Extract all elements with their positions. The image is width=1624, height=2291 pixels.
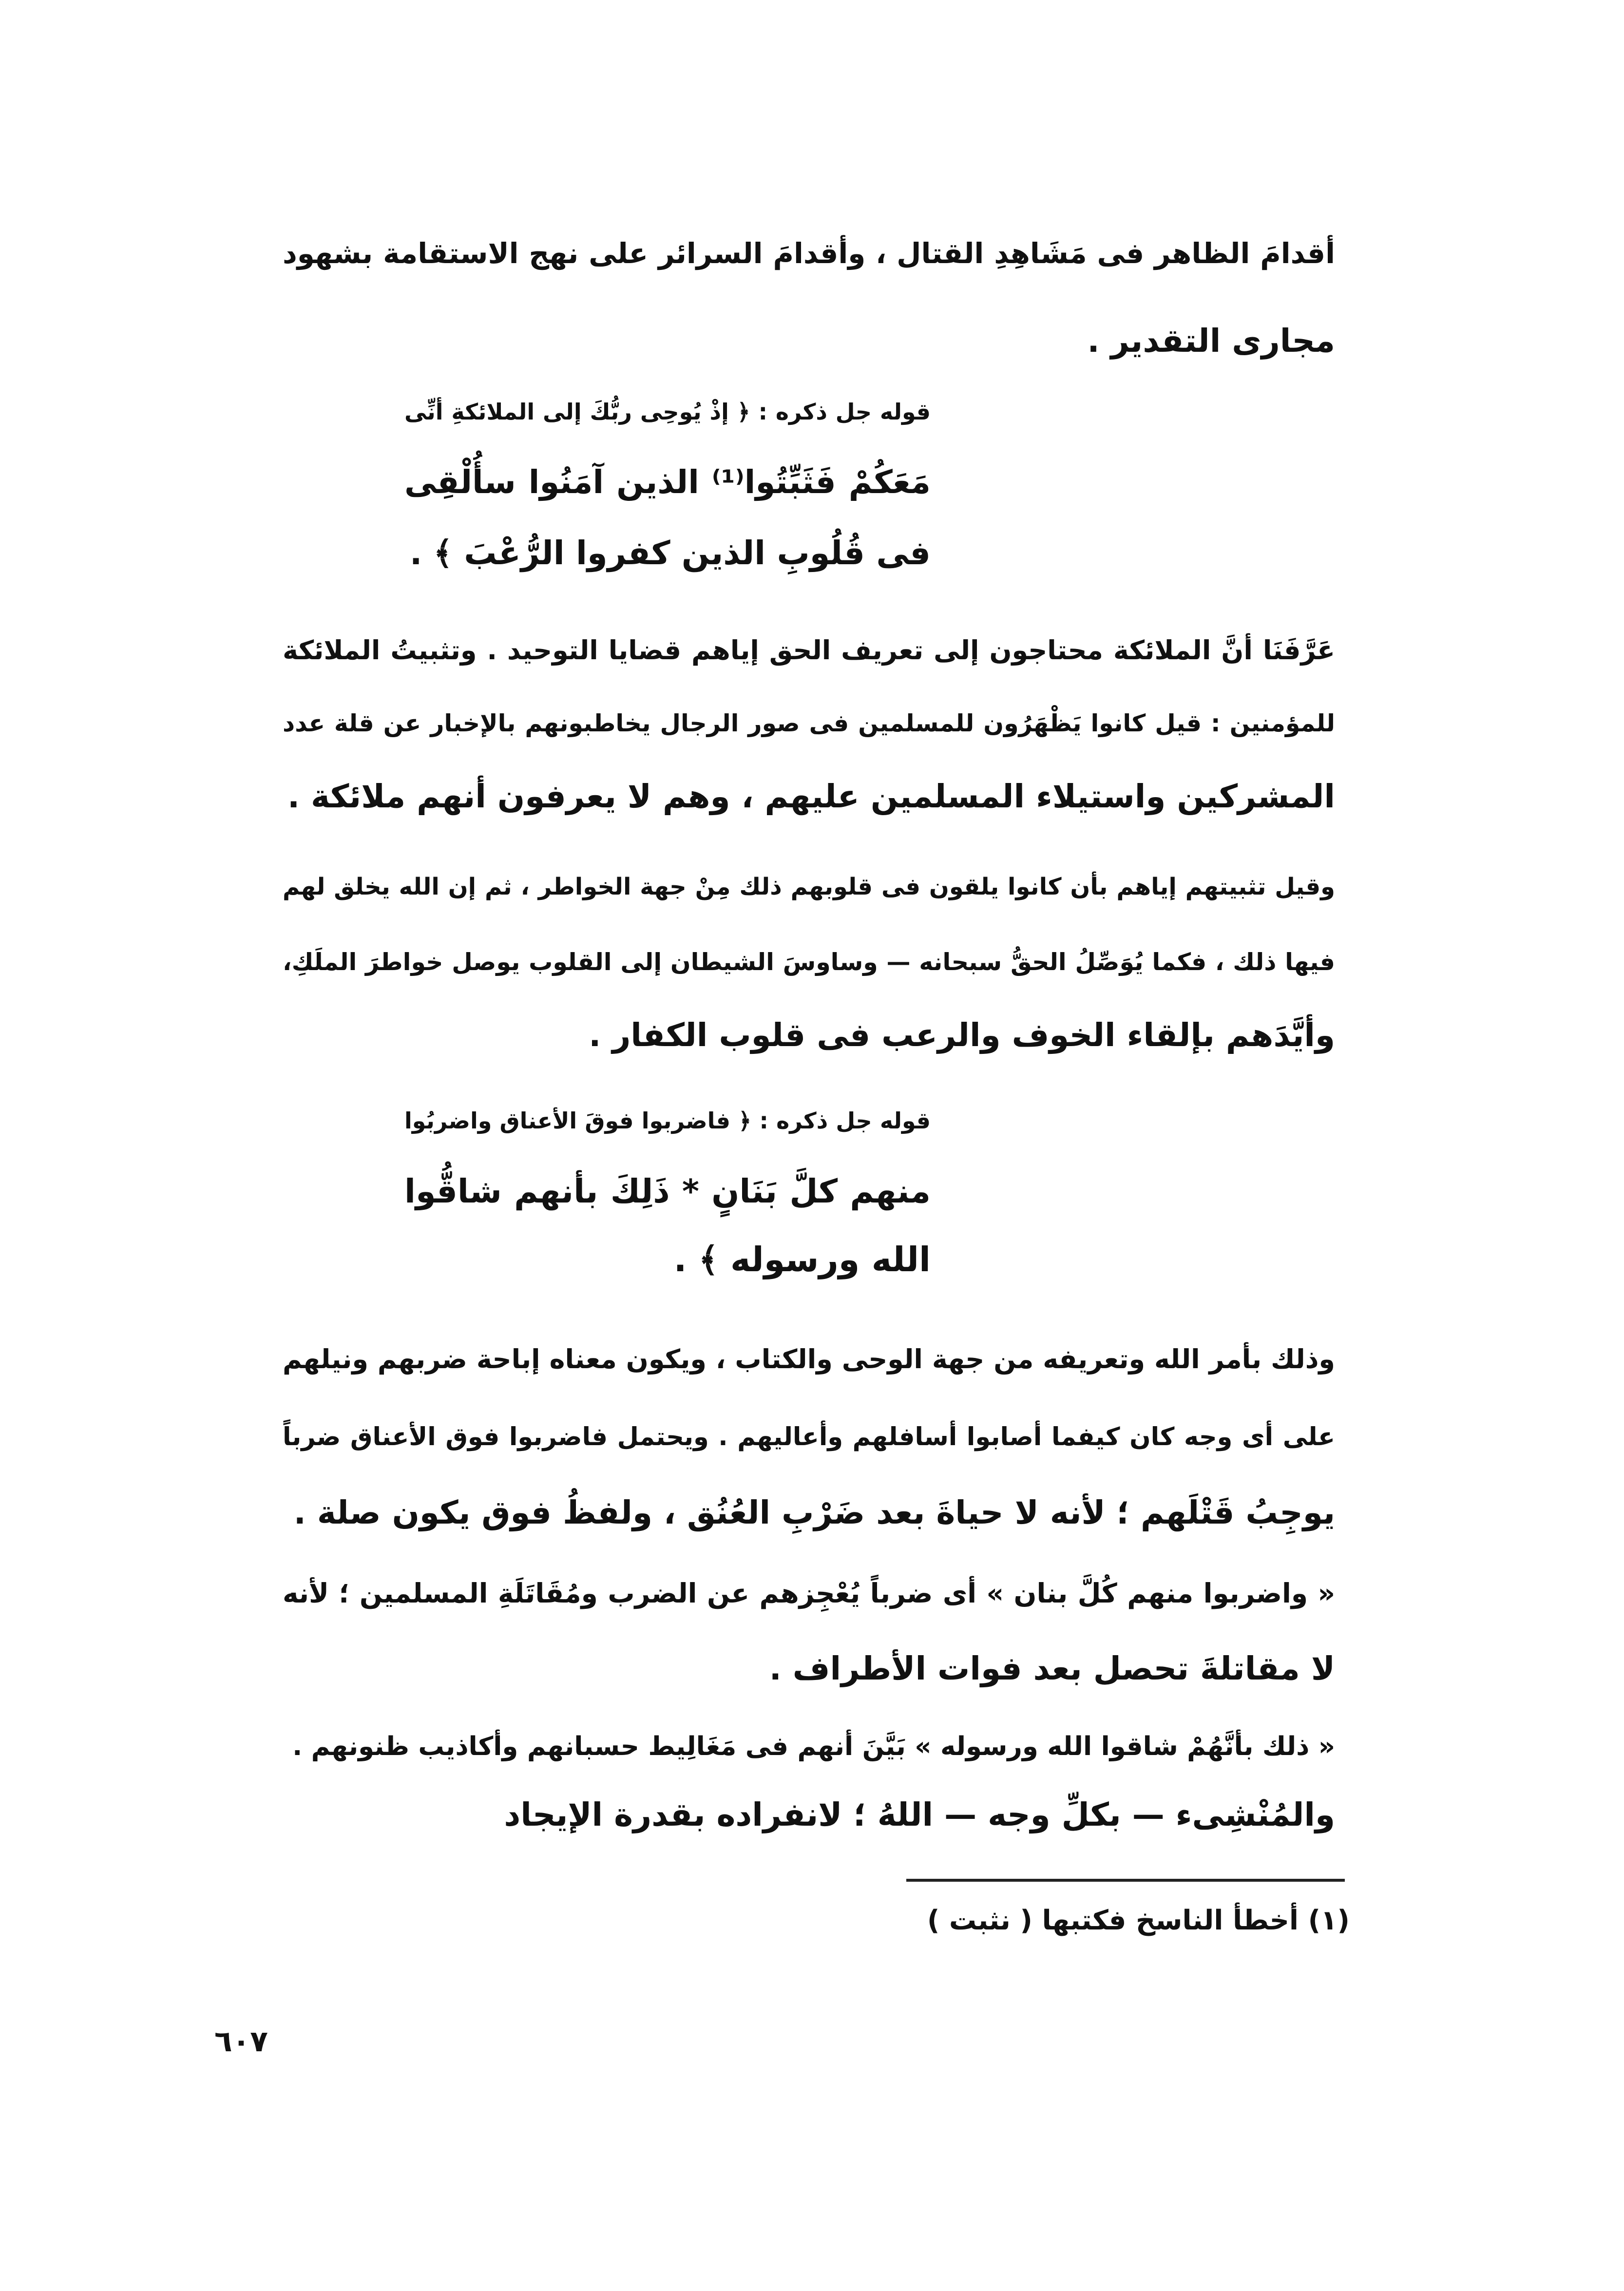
paragraph-3-line-1: وقيل تثبيتهم إياهم بأن كانوا يلقون فى قلوبهم ذلك مِنْ جهة الخواطر ، ثم إن الله يخلق لهم (283, 873, 1335, 900)
footnote: (١) أخطأ الناسخ فكتبها ( نثبت ) (927, 1905, 1350, 1936)
paragraph-6-line-1: « ذلك بأنَّهُمْ شاقوا الله ورسوله » بَيَّنَ أنهم فى مَغَالِيط حسبانهم وأكاذيب ظنونهم . (292, 1732, 1335, 1761)
verse-1-line-2: مَعَكُمْ فَثَبِّتُوا⁽¹⁾ الذين آمَنُوا سأُلْقِى (404, 463, 931, 501)
verse-1-line-1: قوله جل ذكره : ﴿ إذْ يُوحِى ربُّكَ إلى الملائكةِ أنِّى (404, 399, 931, 425)
paragraph-3-line-3: وأيَّدَهم بإلقاء الخوف والرعب فى قلوب الكفار . (589, 1016, 1335, 1054)
verse-1-line-3: فى قُلُوبِ الذين كفروا الرُّعْبَ ﴾ . (409, 534, 931, 572)
verse-2-line-3: الله ورسوله ﴾ . (673, 1240, 931, 1279)
paragraph-2-line-3: المشركين واستيلاء المسلمين عليهم ، وهم لا يعرفون أنهم ملائكة . (287, 778, 1335, 815)
footnote-divider (906, 1879, 1345, 1882)
paragraph-4-line-2: على أى وجه كان كيفما أصابوا أسافلهم وأعاليهم . ويحتمل فاضربوا فوق الأعناق ضرباً (283, 1423, 1335, 1451)
paragraph-1-line-2: مجارى التقدير . (1087, 322, 1335, 360)
paragraph-4-line-3: يوجِبُ قَتْلَهم ؛ لأنه لا حياةَ بعد ضَرْبِ العُنُق ، ولفظُ فوق يكون صلة . (293, 1494, 1335, 1531)
paragraph-5-line-1: « واضربوا منهم كُلَّ بنان » أى ضرباً يُعْجِزهم عن الضرب ومُقَاتَلَةِ المسلمين ؛ لأنه (283, 1578, 1335, 1609)
verse-2-line-1: قوله جل ذكره : ﴿ فاضربوا فوقَ الأعناق واضربُوا (404, 1107, 931, 1134)
paragraph-4-line-1: وذلك بأمر الله وتعريفه من جهة الوحى والكتاب ، ويكون معناه إباحة ضربهم ونيلهم (283, 1344, 1335, 1375)
paragraph-2-line-1: عَرَّفَنَا أنَّ الملائكة محتاجون إلى تعريف الحق إياهم قضايا التوحيد . وتثبيتُ الملائكة (283, 635, 1335, 666)
paragraph-2-line-2: للمؤمنين : قيل كانوا يَظْهَرُون للمسلمين فى صور الرجال يخاطبونهم بالإخبار عن قلة عدد (283, 709, 1335, 737)
paragraph-1-line-1: أقدامَ الظاهر فى مَشَاهِدِ القتال ، وأقدامَ السرائر على نهج الاستقامة بشهود (283, 237, 1335, 270)
verse-2-line-2: منهم كلَّ بَنَانٍ * ذَلِكَ بأنهم شاقُّوا (404, 1172, 931, 1210)
page-number: ٦٠٧ (214, 2024, 268, 2059)
paragraph-6-line-2: والمُنْشِىء — بكلِّ وجه — اللهُ ؛ لانفراده بقدرة الإيجاد (504, 1796, 1335, 1833)
paragraph-3-line-2: فيها ذلك ، فكما يُوَصِّلُ الحقُّ سبحانه — وساوسَ الشيطان إلى القلوب يوصل خواطرَ الملَكِ، (283, 948, 1335, 976)
paragraph-5-line-2: لا مقاتلةَ تحصل بعد فوات الأطراف . (769, 1650, 1335, 1687)
